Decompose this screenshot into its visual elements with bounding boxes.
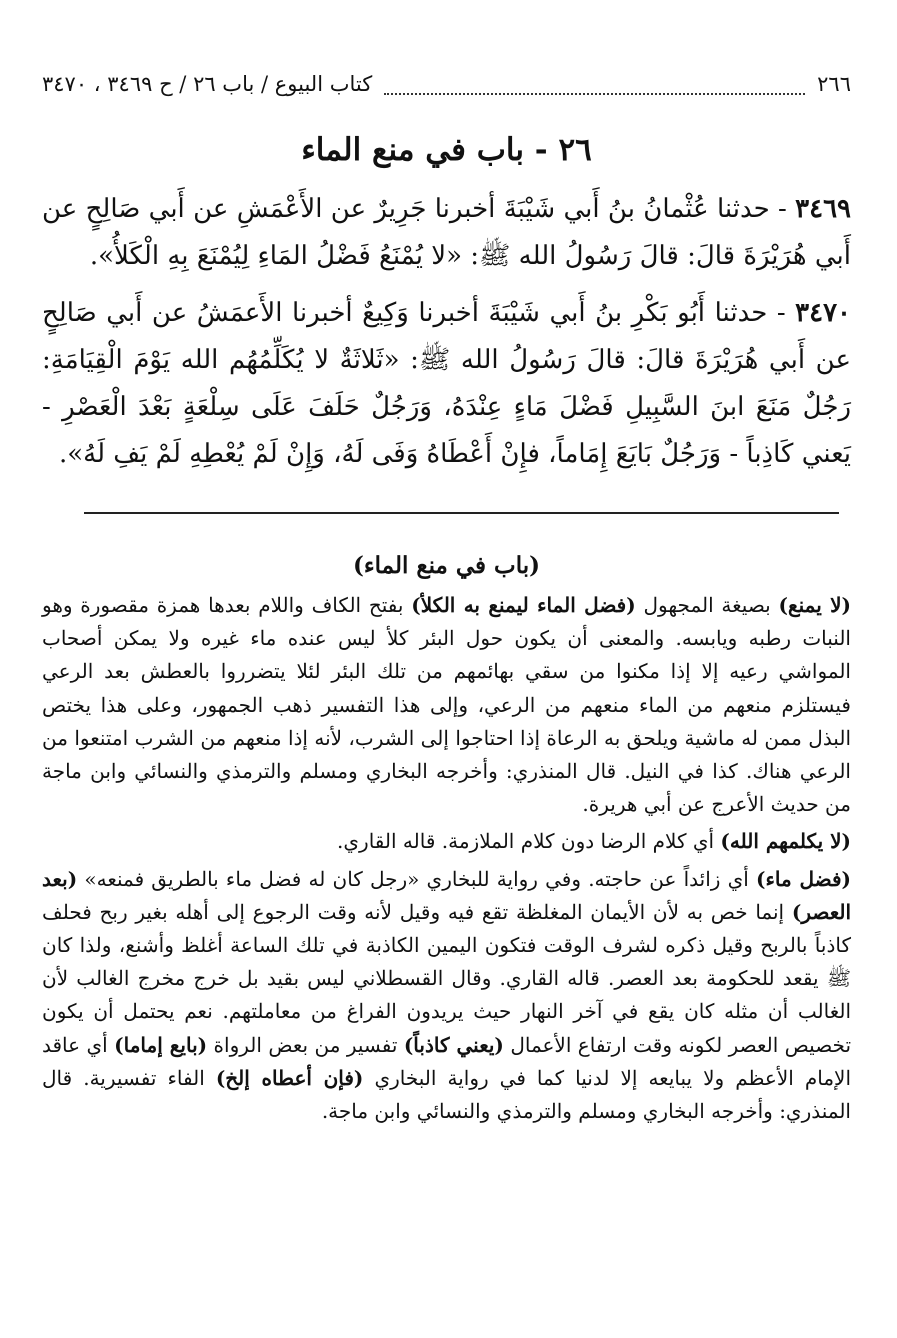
commentary-lemma: (بعد العصر) [42, 866, 851, 924]
commentary-lemma: (لا يكلمهم الله) [720, 829, 851, 854]
commentary-paragraph-3 [42, 863, 851, 1129]
hadith-number: ٣٤٦٩ [795, 194, 851, 224]
commentary-paragraph-1 [42, 589, 851, 821]
running-head-location: كتاب البيوع / باب ٢٦ / ح ٣٤٦٩ ، ٣٤٧٠ [42, 72, 373, 96]
commentary-lemma: (يعني كاذباً) [403, 1032, 504, 1057]
commentary-text: بصيغة المجهول [643, 593, 771, 617]
hadith-3470 [42, 290, 851, 478]
commentary-text: تفسير من بعض الرواة [213, 1032, 398, 1057]
commentary-text: أي زائداً عن حاجته. وفي رواية للبخاري «رجل كان له فضل ماء بالطريق فمنعه» [84, 866, 749, 891]
commentary-text: الفاء تفسيرية. قال المنذري: وأخرجه البخاري ومسلم والترمذي والنسائي وابن ماجة. [42, 1065, 851, 1124]
hadith-text: - حدثنا أَبُو بَكْرِ بنُ أَبي شَيْبَةَ أخبرنا وَكِيعٌ أخبرنا الأَعمَشُ عن أَبي صَالِحٍ عن أَبي هُرَيْرَةَ قالَ: قالَ رَسُولُ الله ﷺ: «ثَلاثَةٌ لا يُكَلِّمُهُم الله يَوْمَ الْقِيَامَةِ: رَجُلٌ مَنَعَ ابنَ السَّبِيلِ فَضْلَ مَاءٍ عِنْدَهُ، وَرَجُلٌ حَلَفَ عَلَى سِلْعَةٍ بَعْدَ الْعَصْرِ - يَعني كَاذِباً - وَرَجُلٌ بَايَعَ إِمَاماً، فإِنْ أَعْطَاهُ وَفَى لَهُ، وَإِنْ لَمْ يُعْطِهِ لَمْ يَفِ لَهُ». [42, 298, 852, 469]
commentary-lemma: (بايع إماما) [114, 1032, 208, 1057]
chapter-title: ٢٦ - باب في منع الماء [301, 132, 592, 168]
commentary-lemma: (لا يمنع) [778, 593, 852, 617]
commentary-text: بفتح الكاف واللام بعدها همزة مقصورة وهو النبات رطبه ويابسه. والمعنى أن يكون حول البئر كلأ ليس عنده ماء غيره ولا يمكن أصحاب المواشي رعيه إلا إذا مكنوا من سقي بهائمهم من تلك البئر لئلا يتضرروا بالعطش بعد الرعي فيستلزم منعهم من الماء منعهم من الرعي، وإلى هذا التفسير ذهب الجمهور، وعلى هذا يختص البذل ممن له ماشية ويلحق به الرعاة إذا احتاجوا إلى الشرب، لأنه إذا منعهم من الشرب امتنعوا من الرعي هناك. كذا في النيل. قال المنذري: وأخرجه البخاري ومسلم والترمذي والنسائي وابن ماجة من حديث الأعرج عن أبي هريرة. [42, 593, 851, 817]
commentary-text: إنما خص به لأن الأيمان المغلظة تقع فيه وقيل لأنه وقت الرجوع إلى أهله بغير ربح فحلف كاذباً بالربح وقيل ذكره لشرف الوقت فتكون اليمين الكاذبة في تلك الساعة أغلظ وأشنع، ولذا كان ﷺ يقعد للحكومة بعد العصر. قاله القاري. وقال القسطلاني ليس بقيد بل خرج مخرج الغالب لأن الغالب أن مثله كان يقع في آخر النهار حيث يريدون الفراغ من معاملتهم. نعم يحتمل أن يكون تخصيص العصر لكونه وقت ارتفاع الأعمال [42, 899, 852, 1057]
commentary-lemma: (فضل الماء ليمنع به الكلأ) [411, 593, 636, 617]
commentary-paragraph-2 [42, 825, 851, 858]
commentary-lemma: (فضل ماء) [756, 866, 851, 891]
hadith-3469 [42, 186, 851, 280]
commentary-lemma: (فإن أعطاه إلخ) [215, 1065, 364, 1090]
footnote-divider [84, 512, 839, 514]
commentary-text: أي كلام الرضا دون كلام الملازمة. قاله القاري. [337, 829, 715, 854]
running-head [42, 72, 851, 104]
leader-dots [384, 81, 805, 95]
page-number: ٢٦٦ [817, 72, 851, 96]
hadith-text: - حدثنا عُثْمانُ بنُ أَبي شَيْبَةَ أخبرنا جَرِيرٌ عن الأَعْمَشِ عن أَبي صَالِحٍ عن أَبي هُرَيْرَةَ قالَ: قالَ رَسُولُ الله ﷺ: «لا يُمْنَعُ فَضْلُ المَاءِ لِيُمْنَعَ بِهِ الْكَلأُ». [42, 194, 851, 271]
commentary-text: أي عاقد الإمام الأعظم ولا يبايعه إلا لدنيا كما في رواية البخاري [42, 1032, 852, 1090]
commentary-title: (باب في منع الماء) [352, 552, 541, 579]
hadith-number: ٣٤٧٠ [795, 298, 851, 328]
